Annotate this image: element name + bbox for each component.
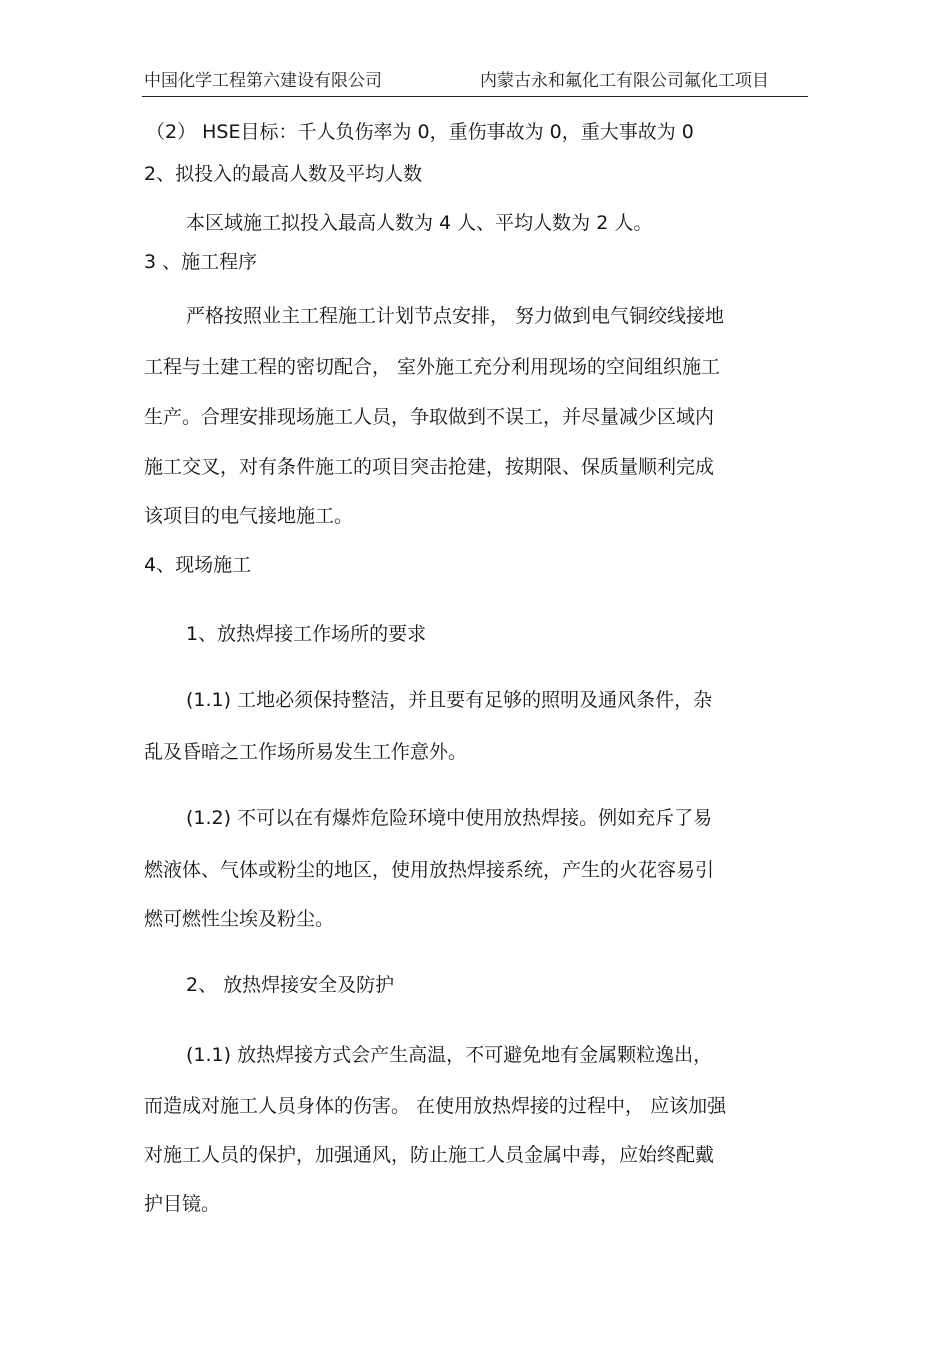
paragraph-line: 严格按照业主工程施工计划节点安排， 努力做到电气铜绞线接地 [186,305,725,327]
header-company-left: 中国化学工程第六建设有限公司 [144,71,382,91]
paragraph-line: 燃液体、气体或粉尘的地区，使用放热焊接系统，产生的火花容易引 [144,859,715,881]
paragraph-line: 乱及昏暗之工作场所易发生工作意外。 [144,741,468,763]
subsection-heading-1: 1、放热焊接工作场所的要求 [186,623,427,645]
section-heading-3: 3 、施工程序 [144,251,258,273]
hse-target-line: （2） HSE目标：千人负伤率为 0，重伤事故为 0，重大事故为 0 [146,121,694,143]
paragraph-line: 护目镜。 [144,1193,221,1215]
section-heading-4: 4、现场施工 [144,554,252,576]
paragraph-line: (1.2) 不可以在有爆炸危险环境中使用放热焊接。例如充斥了易 [186,807,713,829]
paragraph-line: 工程与土建工程的密切配合， 室外施工充分利用现场的空间组织施工 [144,356,721,378]
header-divider [142,96,808,97]
paragraph-line: (1.1) 工地必须保持整洁，并且要有足够的照明及通风条件，杂 [186,689,713,711]
paragraph-line: 生产。合理安排现场施工人员，争取做到不误工，并尽量减少区域内 [144,406,715,428]
paragraph-line: 对施工人员的保护，加强通风，防止施工人员金属中毒，应始终配戴 [144,1144,715,1166]
paragraph-line: 施工交叉，对有条件施工的项目突击抢建，按期限、保质量顺利完成 [144,456,715,478]
paragraph-line: 本区域施工拟投入最高人数为 4 人、平均人数为 2 人。 [186,212,653,234]
paragraph-line: 燃可燃性尘埃及粉尘。 [144,908,335,930]
paragraph-line: 而造成对施工人员身体的伤害。 在使用放热焊接的过程中， 应该加强 [144,1095,727,1117]
section-heading-2: 2、拟投入的最高人数及平均人数 [144,163,423,185]
paragraph-line: 该项目的电气接地施工。 [144,505,354,527]
paragraph-line: (1.1) 放热焊接方式会产生高温，不可避免地有金属颗粒逸出， [186,1044,713,1066]
header-project-right: 内蒙古永和氟化工有限公司氟化工项目 [480,71,769,91]
subsection-heading-2: 2、 放热焊接安全及防护 [186,974,395,996]
